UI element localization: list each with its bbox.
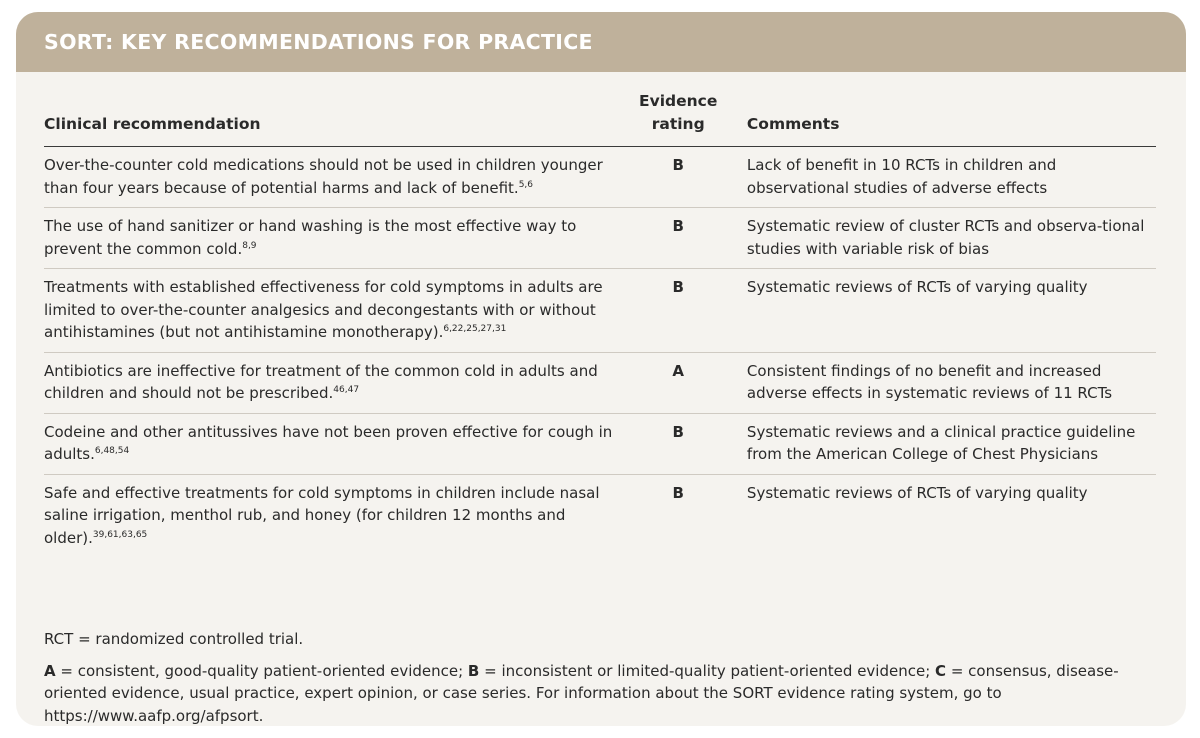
table-row [44, 208, 1156, 269]
legend-b-label: B [467, 661, 480, 680]
legend-a-label: A [44, 661, 56, 680]
table-row [44, 413, 1156, 474]
comment-cell: Systematic reviews and a clinical practice guideline from the American College of Chest Physicians [735, 413, 1156, 474]
reference-superscript: 5,6 [518, 179, 534, 190]
recommendation-text: Over-the-counter cold medications should not be used in children younger than four years because of potential harms and lack of benefit. [44, 156, 603, 197]
comment-cell: Systematic review of cluster RCTs and observa-tional studies with variable risk of bias [735, 208, 1156, 269]
column-header-recommendation: Clinical recommendation [44, 90, 622, 147]
legend-c-text: = consensus, disease-oriented evidence, usual practice, expert opinion, or case series. For information about the SORT evidence rating system, go to https://www.aafp.org/afpsort. [44, 661, 1119, 725]
recommendation-text: Safe and effective treatments for cold symptoms in children include nasal saline irrigation, menthol rub, and honey (for children 12 months and older). [44, 483, 600, 547]
legend-b-text: = inconsistent or limited-quality patient-oriented evidence; [479, 661, 936, 680]
abbreviation-note: RCT = randomized controlled trial. [44, 630, 304, 648]
recommendation-cell [44, 352, 622, 413]
recommendation-cell [44, 147, 622, 208]
reference-superscript: 6,22,25,27,31 [443, 324, 507, 334]
recommendation-text: Treatments with established effectiveness for cold symptoms in adults are limited to over-the-counter analgesics and decongestants with or without antihistamines (but not antihistamine monotherapy). [44, 278, 603, 341]
column-header-comments: Comments [735, 90, 1156, 147]
legend-c-label: C [935, 661, 947, 680]
table-row [44, 474, 1156, 557]
evidence-rating: B [622, 413, 735, 474]
reference-superscript: 39,61,63,65 [92, 529, 148, 540]
evidence-rating: B [622, 269, 735, 353]
recommendations-table [44, 90, 1156, 557]
recommendation-cell [44, 413, 622, 474]
comment-cell: Systematic reviews of RCTs of varying quality [735, 269, 1156, 353]
table-row [44, 269, 1156, 353]
reference-superscript: 6,48,54 [94, 446, 130, 456]
column-header-evidence-line1: Evidence [639, 92, 718, 110]
column-header-evidence [622, 90, 735, 147]
legend-a-text: = consistent, good-quality patient-oriented evidence; [55, 661, 468, 680]
table-row [44, 352, 1156, 413]
recommendation-cell [44, 269, 622, 353]
evidence-rating: B [622, 208, 735, 269]
reference-superscript: 8,9 [242, 240, 257, 251]
column-header-evidence-line2: rating [651, 115, 705, 133]
sort-card [16, 12, 1186, 726]
table-notes [44, 628, 1164, 726]
reference-superscript: 46,47 [333, 385, 360, 395]
recommendation-cell [44, 474, 622, 557]
rating-legend [44, 660, 1164, 727]
table-row [44, 147, 1156, 208]
comment-cell: Lack of benefit in 10 RCTs in children and observational studies of adverse effects [735, 147, 1156, 208]
evidence-rating: B [622, 147, 735, 208]
table-header-row [44, 90, 1156, 147]
card-header [16, 12, 1186, 72]
evidence-rating: B [672, 483, 684, 502]
recommendation-text: The use of hand sanitizer or hand washing is the most effective way to prevent the common cold. [44, 217, 577, 258]
recommendation-text: Antibiotics are ineffective for treatment of the common cold in adults and children and should not be prescribed. [44, 361, 598, 402]
card-title: SORT: KEY RECOMMENDATIONS FOR PRACTICE [44, 30, 593, 54]
comment-cell: Systematic reviews of RCTs of varying quality [746, 483, 1088, 502]
recommendation-text: Codeine and other antitussives have not been proven effective for cough in adults. [44, 422, 613, 463]
recommendation-cell [44, 208, 622, 269]
comment-cell: Consistent findings of no benefit and increased adverse effects in systematic reviews of 11 RCTs [735, 352, 1156, 413]
evidence-rating: A [622, 352, 735, 413]
